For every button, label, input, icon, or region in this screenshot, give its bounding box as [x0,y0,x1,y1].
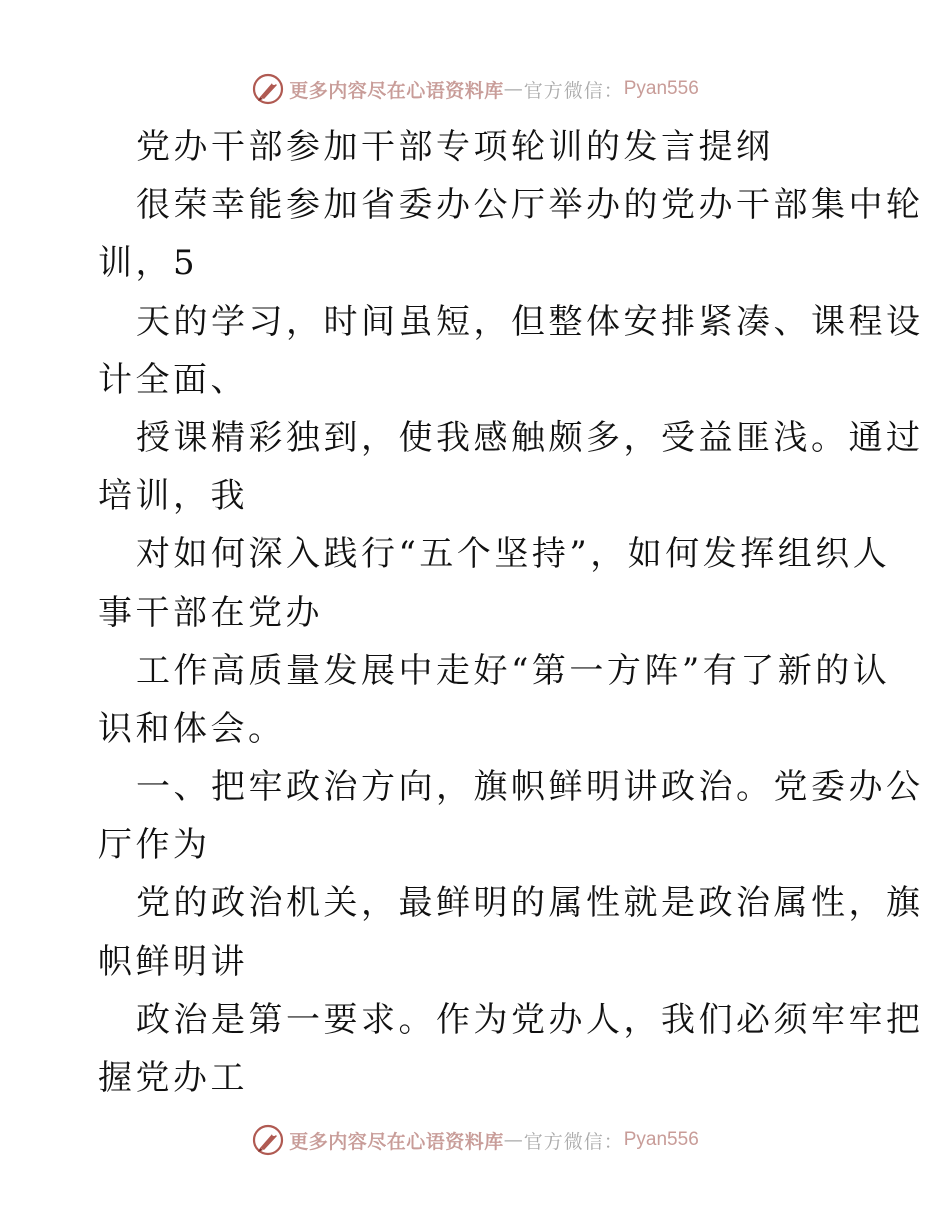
watermark-wechat-label: 官方微信： [523,79,624,102]
watermark-wechat-label: 官方微信： [523,1130,624,1153]
watermark-brand-text: 更多内容尽在心语资料库 [289,1130,504,1153]
paragraph-line: 培训，我 [98,476,248,517]
watermark-wechat-id: Pyan556 [623,78,699,99]
paragraph-line: 训，5 [98,243,199,284]
watermark-brand-text: 更多内容尽在心语资料库 [289,79,504,102]
paragraph-line: 党的政治机关，最鲜明的属性就是政治属性，旗 [136,883,924,924]
watermark-banner-bottom [0,1118,950,1162]
paragraph-line: 计全面、 [98,359,248,400]
paragraph-line: 天的学习，时间虽短，但整体安排紧凑、课程设 [136,301,924,342]
paragraph-line: 事干部在党办 [98,592,323,633]
paragraph-line: 厅作为 [98,825,211,866]
pen-logo-icon [251,1123,285,1157]
paragraph-line: 很荣幸能参加省委办公厅举办的党办干部集中轮 [136,185,924,226]
paragraph-line: 政治是第一要求。作为党办人，我们必须牢牢把 [136,999,924,1040]
watermark-banner-top [0,67,950,111]
pen-logo-icon [251,72,285,106]
watermark-wechat-id: Pyan556 [623,1129,699,1150]
watermark-dash: — [503,1129,524,1151]
paragraph-line: 工作高质量发展中走好“第一方阵”有了新的认 [136,650,891,691]
paragraph-line: 对如何深入践行“五个坚持”，如何发挥组织人 [136,534,891,575]
paragraph-line: 握党办工 [98,1058,248,1098]
watermark-dash: — [503,78,524,100]
section-heading-line: 一、把牢政治方向，旗帜鲜明讲政治。党委办公 [136,767,924,808]
document-title: 党办干部参加干部专项轮训的发言提纲 [136,127,774,167]
paragraph-line: 识和体会。 [98,708,286,749]
paragraph-line: 帜鲜明讲 [98,941,248,982]
document-body [98,118,924,1107]
paragraph-line: 授课精彩独到，使我感触颇多，受益匪浅。通过 [136,417,924,458]
